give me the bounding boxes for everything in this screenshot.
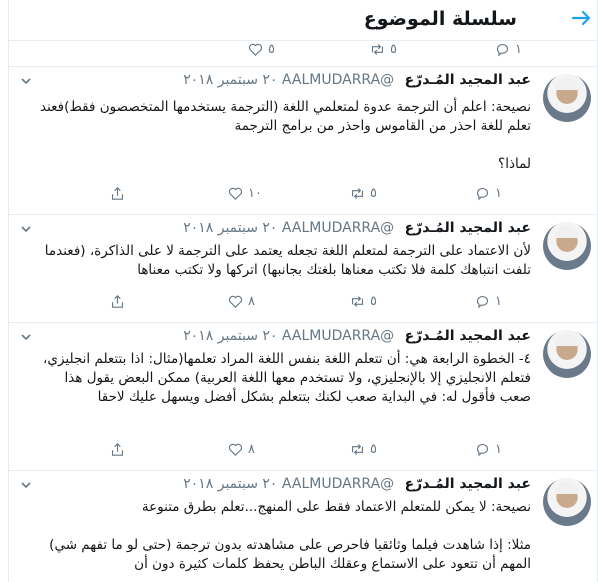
like-button[interactable] — [227, 290, 258, 312]
tweet-date[interactable]: ٢٠ سبتمبر ٢٠١٨ — [183, 72, 278, 88]
heart-icon — [227, 293, 244, 310]
tweet[interactable] — [9, 470, 598, 582]
tweet-text: نصيحة: اعلم أن الترجمة عدوة لمتعلمي اللغة (الترجمة يستخدمها المتخصصون فقط)فعند تعلم للغة احذر من القاموس واحذر من برامج الترجمة لماذا؟ — [39, 99, 531, 172]
retweet-count: ٥ — [370, 441, 377, 457]
tweet[interactable] — [9, 322, 598, 471]
reply-button[interactable] — [494, 38, 525, 60]
retweet-count: ٥ — [390, 41, 397, 57]
tweet-text: نصيحة: لا يمكن للمتعلم الاعتماد فقط على المنهج...تعلم بطرق متنوعة مثلا: إذا شاهدت فيلما وثائقيا فاحرص على مشاهدته بدون ترجمة (حتى لو ما تفهم شي) المهم أن تتعود على الاستماع وعقلك الباطن يحفظ كلمات كثيرة دون أن — [49, 499, 531, 572]
share-button[interactable] — [109, 438, 126, 460]
retweet-icon — [369, 41, 386, 58]
retweet-count: ٥ — [370, 185, 377, 201]
retweet-count: ٥ — [370, 293, 377, 309]
reply-icon — [474, 185, 491, 202]
tweet-date[interactable]: ٢٠ سبتمبر ٢٠١٨ — [183, 476, 278, 492]
avatar[interactable] — [543, 222, 591, 270]
tweet-actions — [49, 438, 529, 460]
like-count: ١٠ — [248, 185, 262, 201]
author-name[interactable]: عبد المجيد المُـدرّع — [404, 476, 531, 492]
retweet-icon — [349, 441, 366, 458]
like-button[interactable] — [247, 38, 278, 60]
previous-tweet-actions — [9, 40, 598, 67]
author-handle[interactable]: @AALMUDARRA — [281, 476, 395, 492]
reply-count: ١ — [515, 41, 522, 57]
heart-icon — [227, 185, 244, 202]
share-icon — [109, 293, 126, 310]
chevron-down-icon[interactable] — [19, 478, 33, 492]
like-button[interactable] — [227, 438, 258, 460]
retweet-button[interactable] — [349, 290, 380, 312]
tweet-header — [183, 220, 531, 236]
reply-count: ١ — [495, 441, 502, 457]
retweet-button[interactable] — [349, 438, 380, 460]
avatar[interactable] — [543, 478, 591, 526]
like-button[interactable] — [227, 182, 262, 204]
retweet-icon — [349, 185, 366, 202]
back-arrow-icon[interactable] — [569, 6, 593, 30]
like-count: ٨ — [248, 293, 255, 309]
tweet-date[interactable]: ٢٠ سبتمبر ٢٠١٨ — [183, 220, 278, 236]
heart-icon — [227, 441, 244, 458]
avatar[interactable] — [543, 74, 591, 122]
retweet-icon — [349, 293, 366, 310]
author-name[interactable]: عبد المجيد المُـدرّع — [404, 220, 531, 236]
share-icon — [109, 441, 126, 458]
reply-count: ١ — [495, 293, 502, 309]
reply-button[interactable] — [474, 438, 505, 460]
chevron-down-icon[interactable] — [19, 330, 33, 344]
tweet-text: ٤- الخطوة الرابعة هي: أن تتعلم اللغة بنفس اللغة المراد تعلمها(مثال: اذا بتتعلم انجليزي، فتعلم الانجليزي إلا بالإنجليزي، ولا تستخدم معها اللغة العربية) ممكن البعض يقول هذا صعب فأقول له: في البداية صعب لكنك بتتعلم بشكل أفضل ويسهل عليك لاحقا — [38, 351, 531, 405]
tweet-text: لأن الاعتماد على الترجمة لمتعلم اللغة تجعله يعتمد على الترجمة لا على الذاكرة، (فعندما تلفت انتباهك كلمة فلا تكتب معناها بلغتك بجانبها) اتركها ولا تكتب معناها — [40, 243, 531, 278]
like-count: ٨ — [248, 441, 255, 457]
reply-button[interactable] — [474, 290, 505, 312]
author-name[interactable]: عبد المجيد المُـدرّع — [404, 72, 531, 88]
chevron-down-icon[interactable] — [19, 222, 33, 236]
reply-icon — [494, 41, 511, 58]
tweet-actions — [49, 182, 529, 204]
tweet-header — [183, 328, 531, 344]
retweet-button[interactable] — [349, 182, 380, 204]
share-button[interactable] — [109, 290, 126, 312]
avatar[interactable] — [543, 330, 591, 378]
share-icon — [109, 185, 126, 202]
thread-header — [9, 0, 598, 41]
reply-count: ١ — [495, 185, 502, 201]
like-count: ٥ — [268, 41, 275, 57]
chevron-down-icon[interactable] — [19, 74, 33, 88]
author-handle[interactable]: @AALMUDARRA — [281, 220, 395, 236]
tweet-header — [183, 476, 531, 492]
retweet-button[interactable] — [369, 38, 400, 60]
timeline-column — [8, 0, 598, 582]
share-button[interactable] — [109, 182, 126, 204]
reply-icon — [474, 441, 491, 458]
author-handle[interactable]: @AALMUDARRA — [281, 328, 395, 344]
heart-icon — [247, 41, 264, 58]
tweet-date[interactable]: ٢٠ سبتمبر ٢٠١٨ — [183, 328, 278, 344]
author-handle[interactable]: @AALMUDARRA — [281, 72, 395, 88]
tweet[interactable] — [9, 214, 598, 323]
reply-icon — [474, 293, 491, 310]
reply-button[interactable] — [474, 182, 505, 204]
tweet[interactable] — [9, 66, 598, 215]
author-name[interactable]: عبد المجيد المُـدرّع — [404, 328, 531, 344]
tweet-header — [183, 72, 531, 88]
page-title: سلسلة الموضوع — [363, 8, 517, 30]
tweet-actions — [49, 290, 529, 312]
